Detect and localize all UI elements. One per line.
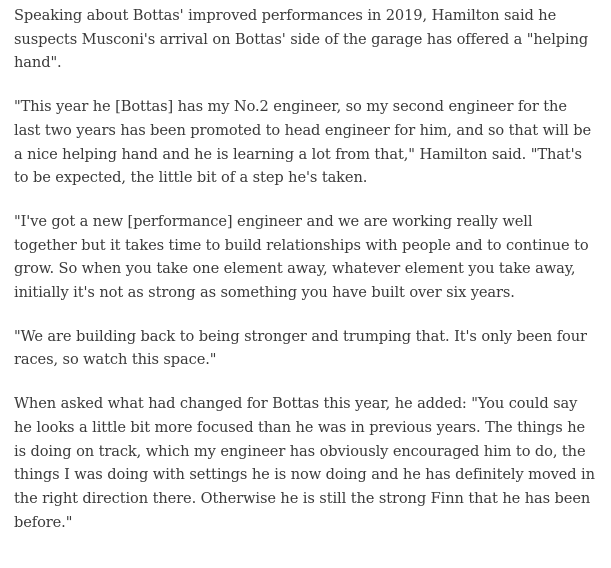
paragraph-2: "This year he [Bottas] has my No.2 engineer, so my second engineer for the last two years has been promoted to head engineer for him, and so that will be a nice helping hand and he is learning a lot from that," Hamilton said. "That's to be expected, the little bit of a step he's taken. — [14, 98, 592, 187]
paragraph-3: "I've got a new [performance] engineer and we are working really well together but it takes time to build relationships with people and to continue to grow. So when you take one element away, whatever element you take away, initially it's not as strong as something you have built over six years. — [14, 212, 589, 302]
paragraph-5: When asked what had changed for Bottas this year, he added: "You could say he looks a little bit more focused than he was in previous years. The things he is doing on track, which my engineer has obviously encouraged him to do, the things I was doing with settings he is now doing and he has definitely moved in the right direction there. Otherwise he is still the strong Finn that he has been before." — [14, 395, 595, 531]
paragraph-1: Speaking about Bottas' improved performances in 2019, Hamilton said he suspects Musconi's arrival on Bottas' side of the garage has offered a "helping hand". — [14, 7, 589, 72]
paragraph-4: "We are building back to being stronger and trumping that. It's only been four races, so watch this space." — [14, 327, 587, 369]
